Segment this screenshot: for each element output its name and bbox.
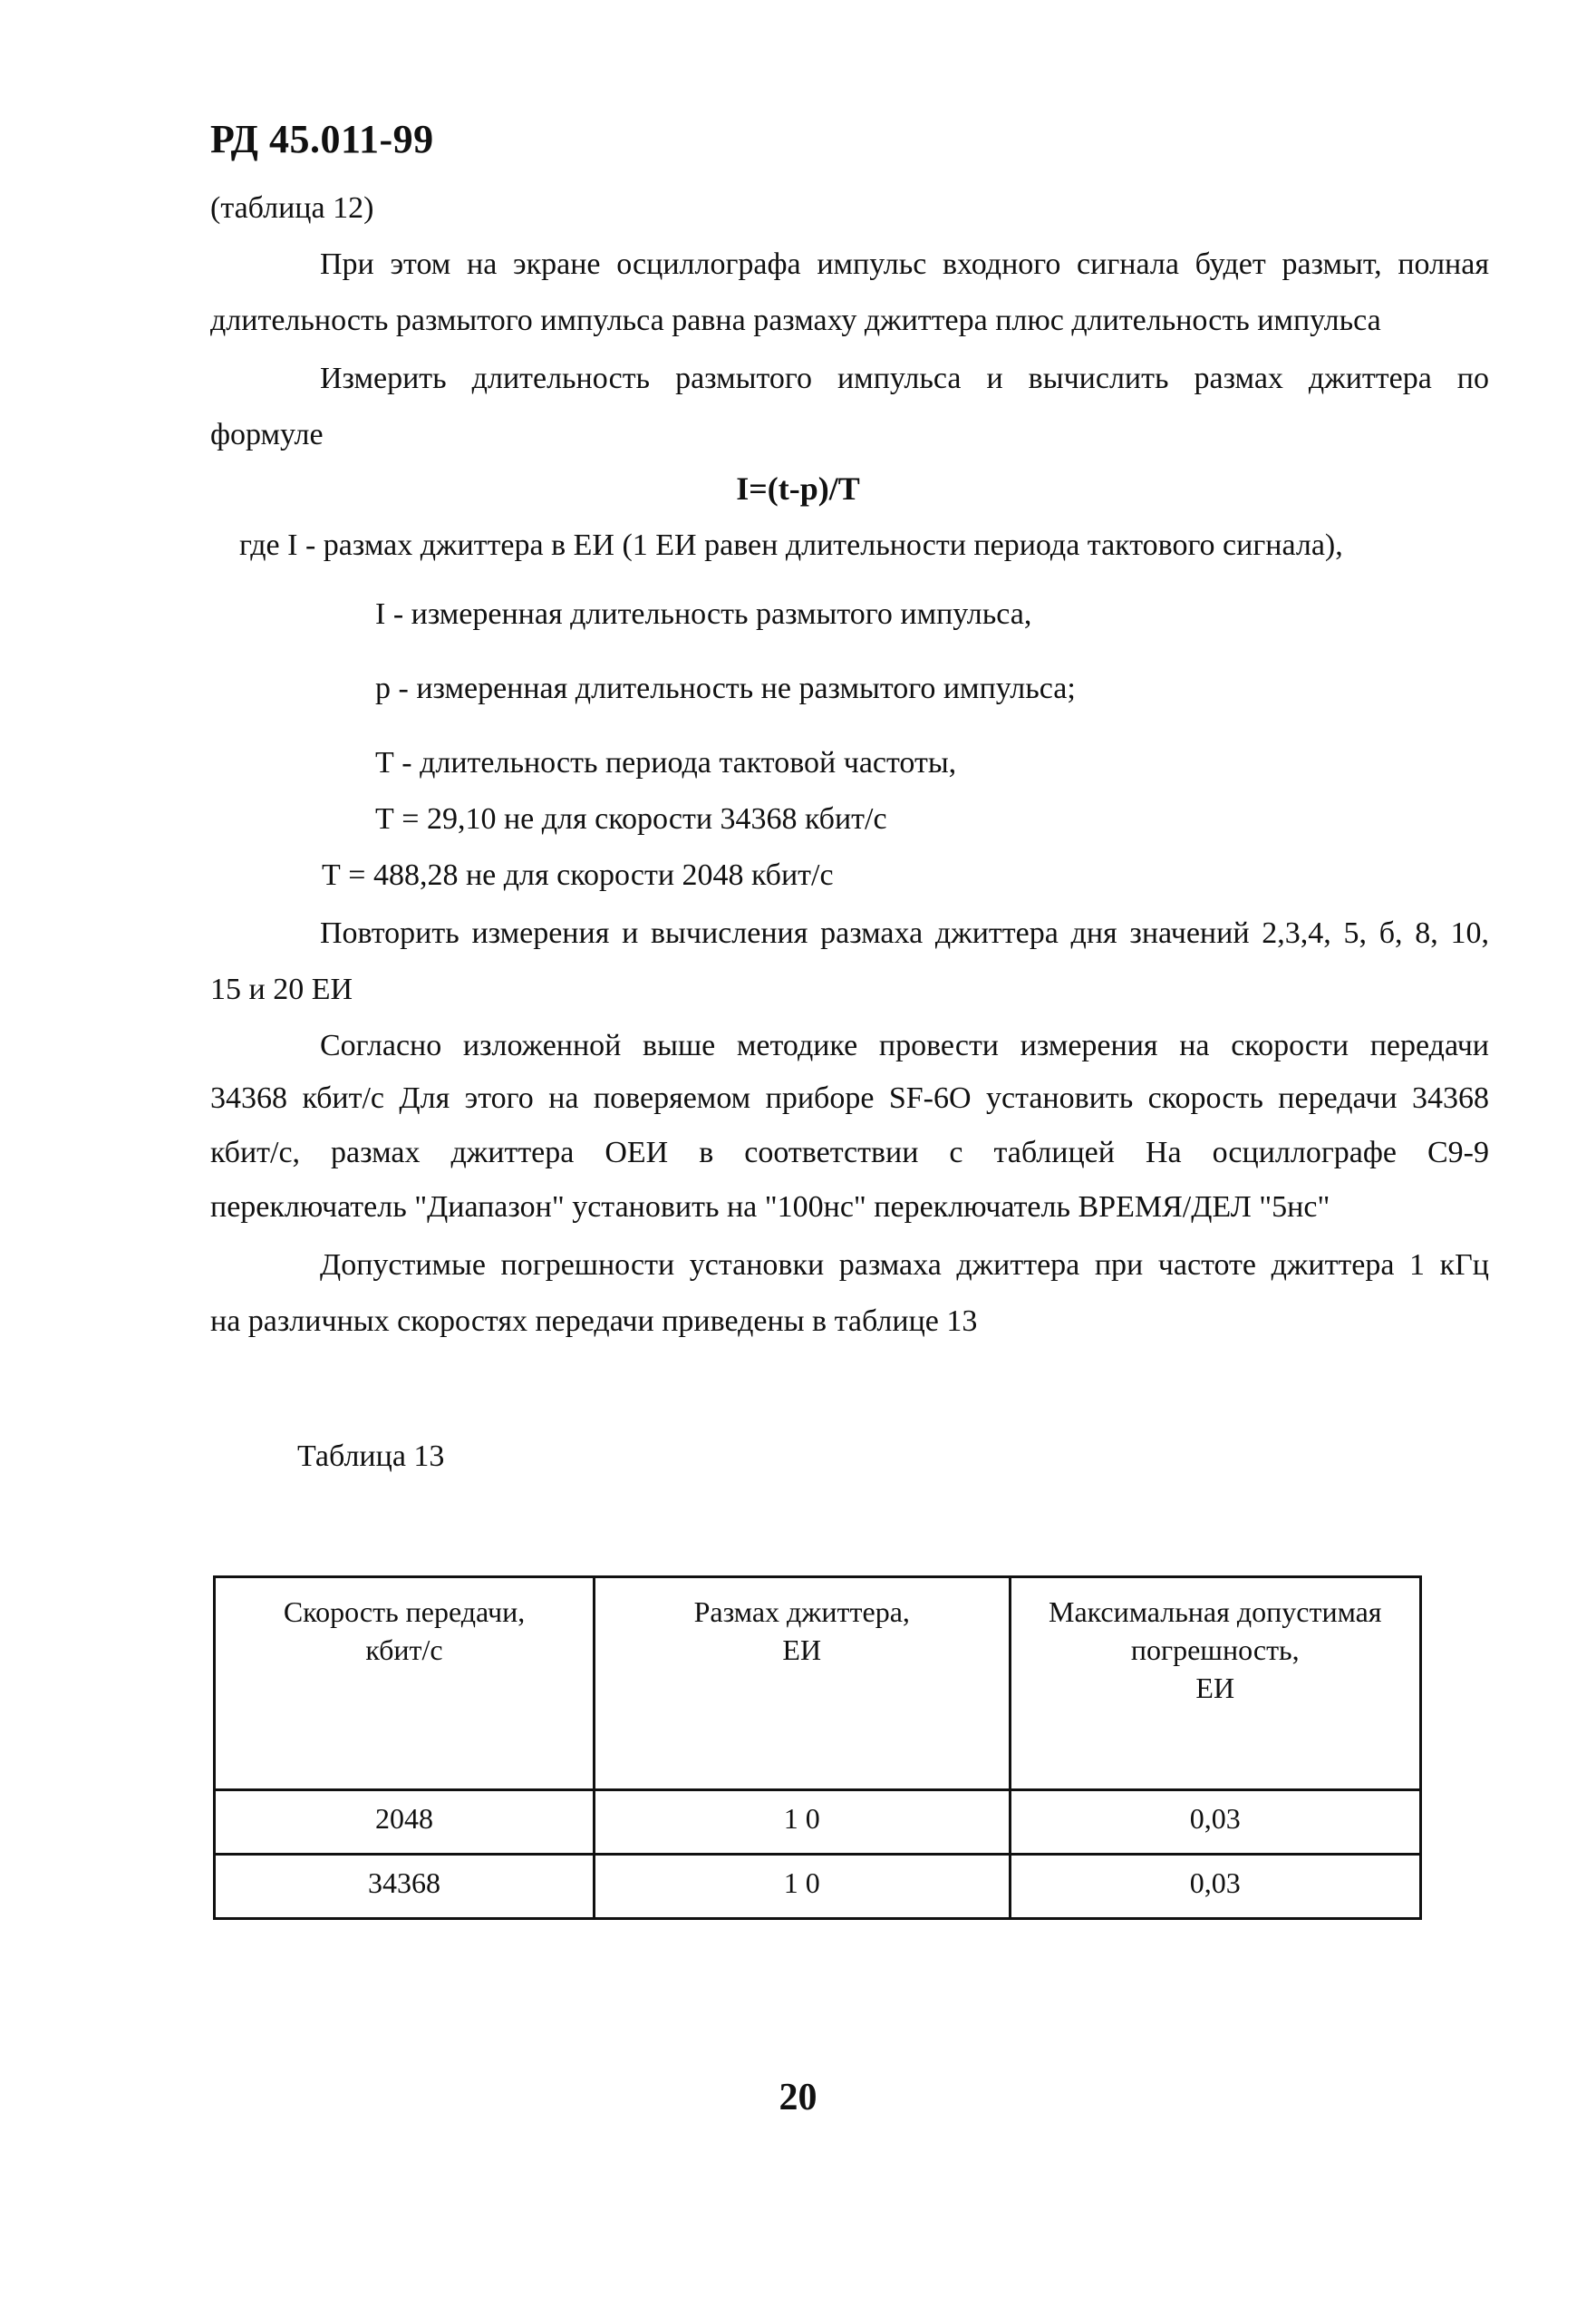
definition-line: Т = 29,10 не для скорости 34368 кбит/с — [375, 802, 887, 836]
paragraph-line: на различных скоростях передачи приведены в таблице 13 — [210, 1304, 978, 1338]
definition-line: р - измеренная длительность не размытого импульса; — [375, 672, 1076, 705]
formula: I=(t-p)/T — [736, 470, 860, 507]
paragraph-line: переключатель "Диапазон" установить на "100нс" переключатель ВРЕМЯ/ДЕЛ "5нс" — [210, 1190, 1330, 1224]
tolerance-table — [213, 1575, 1422, 1920]
table-caption: Таблица 13 — [297, 1439, 445, 1473]
paragraph-line: Согласно изложенной выше методике провести измерения на скорости передачи — [320, 1029, 1489, 1062]
paragraph-line: Измерить длительность размытого импульса и вычислить размах джиттера по — [320, 362, 1489, 395]
definition-line: I - измеренная длительность размытого импульса, — [375, 597, 1032, 631]
paragraph-line: формуле — [210, 418, 324, 451]
definition-line: Т = 488,28 не для скорости 2048 кбит/с — [322, 858, 834, 892]
header-transmission-speed: Скорость передачи, кбит/с — [215, 1577, 595, 1790]
cell-jitter: 1 0 — [595, 1855, 1011, 1919]
paragraph-line: длительность размытого импульса равна размаху джиттера плюс длительность импульса — [210, 304, 1381, 337]
cell-jitter: 1 0 — [595, 1790, 1011, 1855]
table-row — [215, 1790, 1421, 1855]
cell-speed: 2048 — [215, 1790, 595, 1855]
cell-speed: 34368 — [215, 1855, 595, 1919]
paragraph-line: 34368 кбит/с Для этого на поверяемом приборе SF-6O установить скорость передачи 34368 — [210, 1081, 1489, 1115]
paragraph-line: где I - размах джиттера в ЕИ (1 ЕИ равен длительности периода тактового сигнала), — [239, 528, 1343, 562]
table-row — [215, 1855, 1421, 1919]
paragraph-line: (таблица 12) — [210, 191, 374, 225]
paragraph-line: Допустимые погрешности установки размаха джиттера при частоте джиттера 1 кГц — [320, 1248, 1489, 1282]
table-header-row — [215, 1577, 1421, 1790]
definition-line: Т - длительность периода тактовой частоты, — [375, 746, 957, 780]
page-number: 20 — [779, 2077, 817, 2118]
cell-error: 0,03 — [1010, 1855, 1421, 1919]
paragraph-line: кбит/с, размах джиттера ОЕИ в соответствии с таблицей На осциллографе С9-9 — [210, 1136, 1489, 1169]
paragraph-line: 15 и 20 ЕИ — [210, 973, 353, 1006]
header-max-error: Максимальная допустимая погрешность, ЕИ — [1010, 1577, 1421, 1790]
paragraph-line: Повторить измерения и вычисления размаха джиттера дня значений 2,3,4, 5, б, 8, 10, — [320, 916, 1489, 950]
cell-error: 0,03 — [1010, 1790, 1421, 1855]
header-jitter-amplitude: Размах джиттера, ЕИ — [595, 1577, 1011, 1790]
paragraph-line: При этом на экране осциллографа импульс входного сигнала будет размыт, полная — [320, 247, 1489, 281]
document-code: РД 45.011-99 — [210, 117, 434, 161]
